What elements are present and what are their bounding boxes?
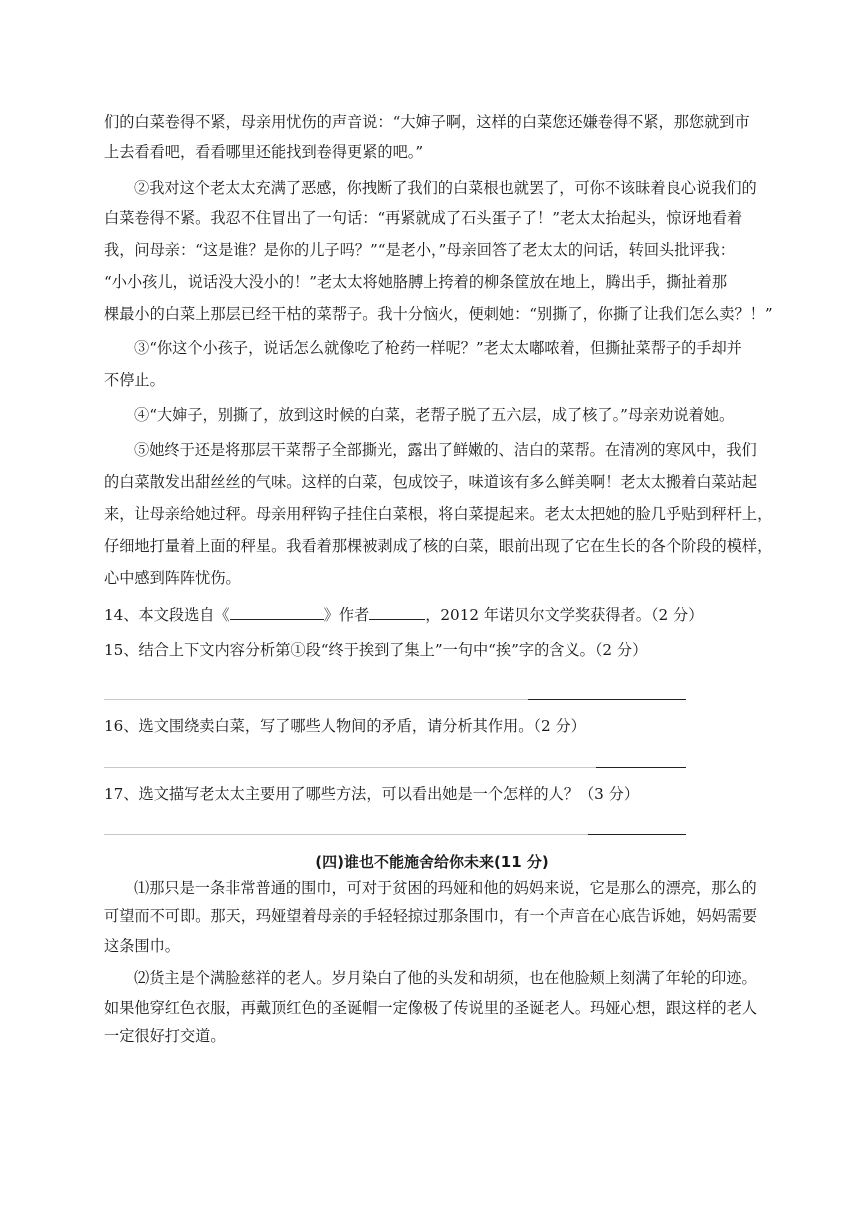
story-two-paragraph-1-line: 可望而不可即。那天，玛娅望着母亲的手轻轻掠过那条围巾，有一个声音在心底告诉她，妈妈需要 xyxy=(104,907,758,925)
paragraph-5-line: 仔细地打量着上面的秤星。我看着那棵被剥成了核的白菜，眼前出现了它在生长的各个阶段的模样， xyxy=(104,537,773,555)
question-17: 17、选文描写老太太主要用了哪些方法，可以看出她是一个怎样的人？（3 分） xyxy=(104,785,640,803)
story-two-paragraph-2-line: 一定很好打交道。 xyxy=(104,1027,226,1045)
passage-line: 上去看看吧，看看哪里还能找到卷得更紧的吧。” xyxy=(104,143,424,161)
question-14-prefix: 14、本文段选自《 xyxy=(104,606,230,624)
question-15: 15、结合上下文内容分析第①段“终于挨到了集上”一句中“挨”字的含义。（2 分） xyxy=(104,641,648,659)
paragraph-2-line: 棵最小的白菜上那层已经干枯的菜帮子。我十分恼火，便刺她：“别撕了，你撕了让我们怎么卖？！” xyxy=(104,305,773,323)
paragraph-5-line: ⑤她终于还是将那层干菜帮子全部撕光，露出了鲜嫩的、洁白的菜帮。在清冽的寒风中，我们 xyxy=(134,441,757,459)
paragraph-5-line: 心中感到阵阵忧伤。 xyxy=(104,569,241,587)
book-title-blank[interactable] xyxy=(230,604,324,620)
paragraph-3-line: ③“你这个小孩子，说话怎么就像吃了枪药一样呢？”老太太嘟哝着，但撕扯菜帮子的手却并 xyxy=(134,339,742,357)
question-16: 16、选文围绕卖白菜，写了哪些人物间的矛盾，请分析其作用。（2 分） xyxy=(104,717,586,735)
paragraph-2-line: “小小孩儿，说话没大没小的！”老太太将她胳膊上挎着的柳条筐放在地上，腾出手，撕扯着那 xyxy=(104,273,728,291)
story-two-paragraph-1-line: ⑴那只是一条非常普通的围巾，可对于贫困的玛娅和他的妈妈来说，它是那么的漂亮，那么的 xyxy=(134,879,757,897)
question-14 xyxy=(104,604,760,625)
paragraph-3-line: 不停止。 xyxy=(104,371,165,389)
author-blank[interactable] xyxy=(369,604,425,620)
paragraph-4-line: ④“大婶子，别撕了，放到这时候的白菜，老帮子脱了五六层，成了核了。”母亲劝说着她。 xyxy=(134,406,735,424)
paragraph-2-line: 白菜卷得不紧。我忍不住冒出了一句话：“再紧就成了石头蛋子了！”老太太抬起头，惊讶地看着 xyxy=(104,209,743,227)
paragraph-2-line: 我，问母亲：“这是谁？是你的儿子吗？”“是老小，”母亲回答了老太太的问话，转回头批评我： xyxy=(104,241,735,259)
passage-line: 们的白菜卷得不紧，母亲用忧伤的声音说：“大婶子啊，这样的白菜您还嫌卷得不紧，那您就到市 xyxy=(104,113,750,131)
story-two-paragraph-2-line: 如果他穿红色衣服，再戴顶红色的圣诞帽一定像极了传说里的圣诞老人。玛娅心想，跟这样的老人 xyxy=(104,999,758,1017)
question-14-middle: 》作者 xyxy=(323,606,370,624)
paragraph-5-line: 来，让母亲给她过秤。母亲用秤钩子挂住白菜根，将白菜提起来。老太太把她的脸几乎贴到秤杆上， xyxy=(104,505,773,523)
story-two-paragraph-1-line: 这条围巾。 xyxy=(104,937,180,955)
story-two-paragraph-2-line: ⑵货主是个满脸慈祥的老人。岁月染白了他的头发和胡须，也在他脸颊上刻满了年轮的印迹。 xyxy=(134,969,757,987)
paragraph-5-line: 的白菜散发出甜丝丝的气味。这样的白菜，包成饺子，味道该有多么鲜美啊！老太太搬着白菜站起 xyxy=(104,473,758,491)
question-14-suffix: ，2012 年诺贝尔文学奖获得者。（2 分） xyxy=(425,606,704,624)
section-title: (四)谁也不能施舍给你未来(11 分) xyxy=(315,853,549,871)
paragraph-2-line: ②我对这个老太太充满了恶感，你拽断了我们的白菜根也就罢了，可你不该昧着良心说我们的 xyxy=(134,179,757,197)
